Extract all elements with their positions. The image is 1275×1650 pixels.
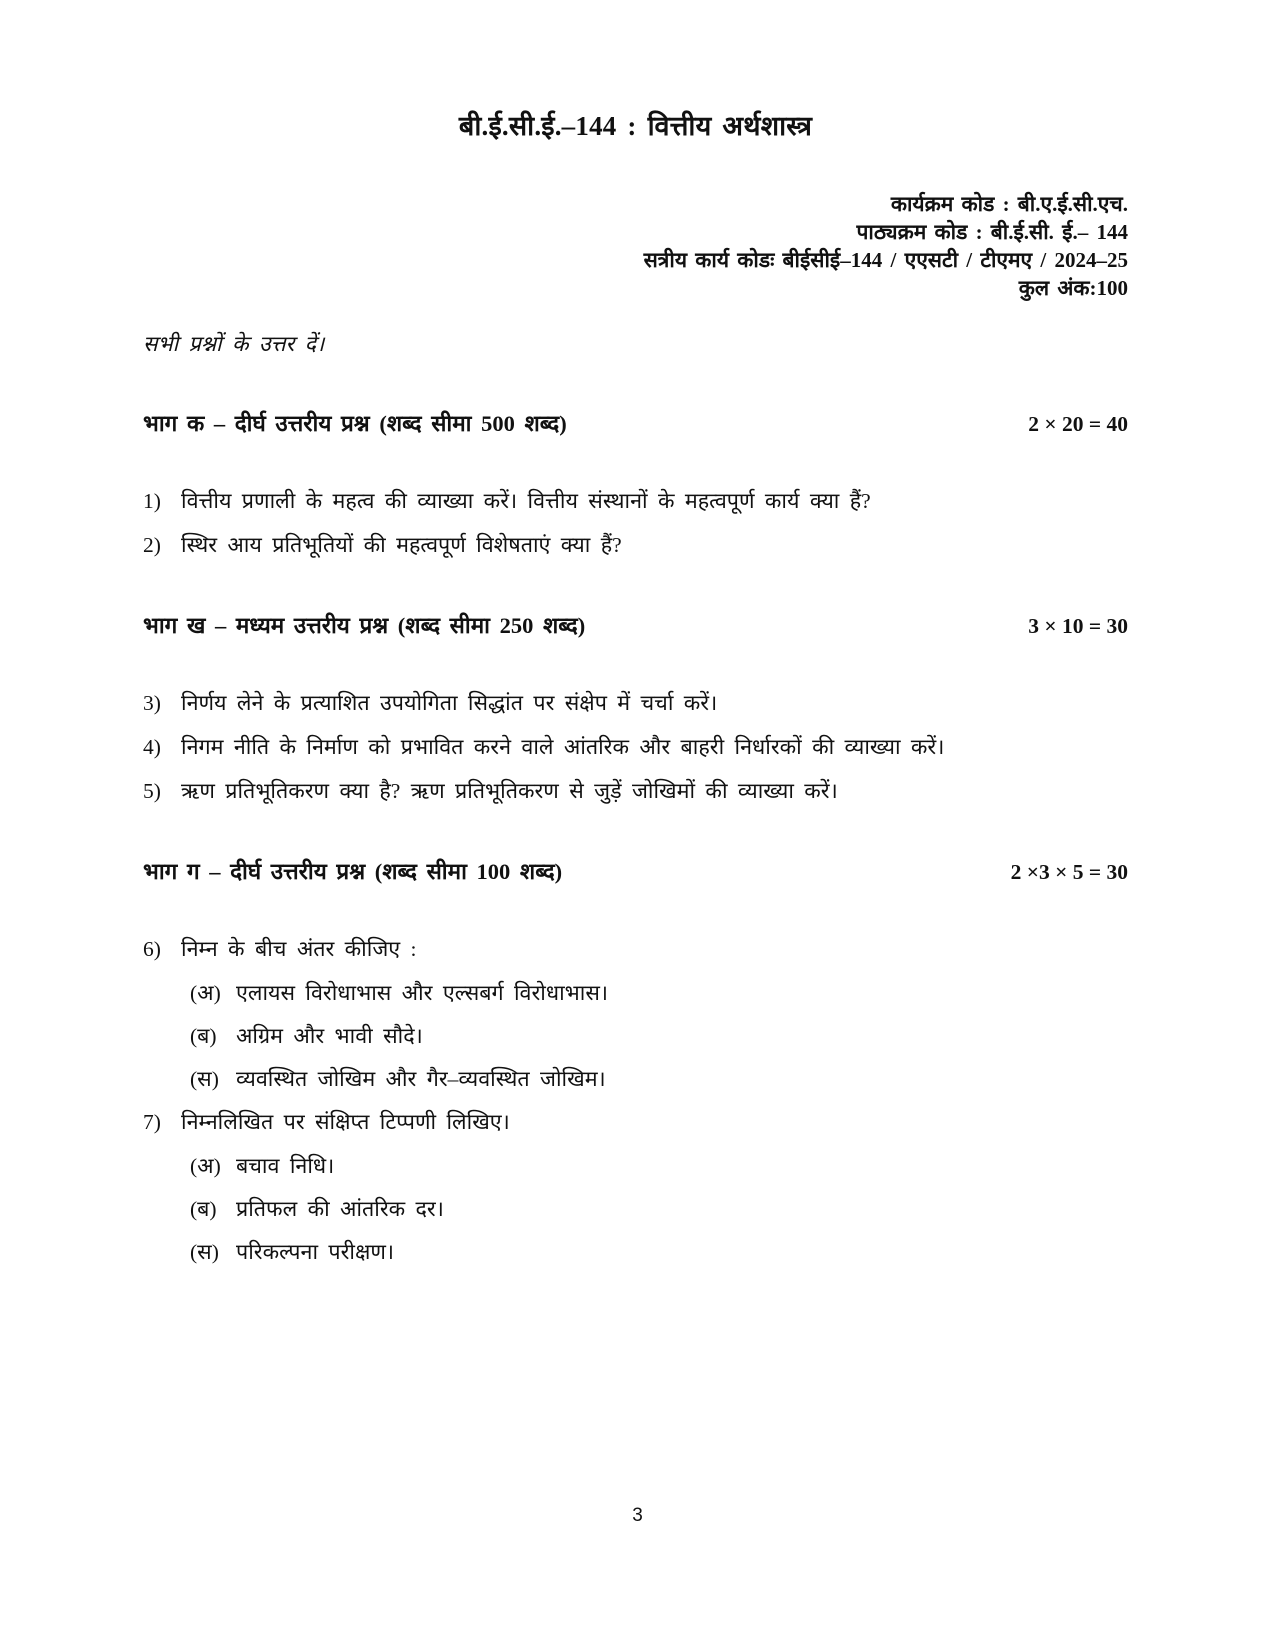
question-6-sub-c-label: (स) xyxy=(190,1067,219,1091)
question-7-text: निम्नलिखित पर संक्षिप्त टिप्पणी लिखिए। xyxy=(181,1110,510,1134)
question-2-text: स्थिर आय प्रतिभूतियों की महत्वपूर्ण विशेषताएं क्या हैं? xyxy=(181,533,622,557)
question-7-sub-b-text: प्रतिफल की आंतरिक दर। xyxy=(236,1197,444,1221)
question-7-sub-c-text: परिकल्पना परीक्षण। xyxy=(236,1240,395,1264)
section-a-heading xyxy=(143,407,1128,438)
section-b-marks: 3 × 10 = 30 xyxy=(1028,614,1128,638)
question-7-sub-c-label: (स) xyxy=(190,1240,219,1264)
question-6-number: 6) xyxy=(143,937,161,961)
instruction-line: सभी प्रश्नों के उत्तर दें। xyxy=(143,332,325,356)
page-number: 3 xyxy=(632,1505,643,1526)
question-1 xyxy=(143,487,1128,516)
question-4 xyxy=(143,733,1128,762)
question-6-text: निम्न के बीच अंतर कीजिए : xyxy=(181,937,417,961)
question-6-sub-b-text: अग्रिम और भावी सौदे। xyxy=(236,1024,423,1048)
assignment-code-line: सत्रीय कार्य कोडः बीईसीई–144 / एएसटी / टीएमए / 2024–25 xyxy=(643,248,1128,272)
question-7 xyxy=(143,1108,1128,1137)
question-7-sub-a-text: बचाव निधि। xyxy=(236,1154,335,1178)
question-3-text: निर्णय लेने के प्रत्याशित उपयोगिता सिद्धांत पर संक्षेप में चर्चा करें। xyxy=(181,691,718,715)
section-a-title: भाग क – दीर्घ उत्तरीय प्रश्न (शब्द सीमा 500 शब्द) xyxy=(143,411,567,436)
question-6-sub-a-label: (अ) xyxy=(190,981,221,1005)
question-1-text: वित्तीय प्रणाली के महत्व की व्याख्या करें। वित्तीय संस्थानों के महत्वपूर्ण कार्य क्या हैं? xyxy=(181,489,871,513)
question-6-sub-c xyxy=(190,1065,1128,1094)
question-3 xyxy=(143,689,1128,718)
question-6-sub-b-label: (ब) xyxy=(190,1024,217,1048)
question-7-sub-b xyxy=(190,1195,1128,1224)
question-6-sub-c-text: व्यवस्थित जोखिम और गैर–व्यवस्थित जोखिम। xyxy=(236,1067,606,1091)
section-c-marks: 2 ×3 × 5 = 30 xyxy=(1010,860,1128,884)
question-5-text: ऋण प्रतिभूतिकरण क्या है? ऋण प्रतिभूतिकरण से जुड़ें जोखिमों की व्याख्या करें। xyxy=(181,779,838,803)
question-7-sub-a xyxy=(190,1152,1128,1181)
question-6-sub-b xyxy=(190,1022,1128,1051)
question-7-sub-b-label: (ब) xyxy=(190,1197,217,1221)
question-6-sub-a-text: एलायस विरोधाभास और एल्सबर्ग विरोधाभास। xyxy=(236,981,609,1005)
question-1-number: 1) xyxy=(143,489,161,513)
question-5-number: 5) xyxy=(143,779,161,803)
page-title: बी.ई.सी.ई.–144 : वित्तीय अर्थशास्त्र xyxy=(458,111,813,141)
question-5 xyxy=(143,777,1128,806)
question-7-number: 7) xyxy=(143,1110,161,1134)
question-4-text: निगम नीति के निर्माण को प्रभावित करने वाले आंतरिक और बाहरी निर्धारकों की व्याख्या करें। xyxy=(181,735,945,759)
question-4-number: 4) xyxy=(143,735,161,759)
course-code-line: पाठ्यक्रम कोड : बी.ई.सी. ई.– 144 xyxy=(856,220,1128,244)
question-2 xyxy=(143,531,1128,560)
section-c-heading xyxy=(143,855,1128,886)
question-7-sub-c xyxy=(190,1238,1128,1267)
question-2-number: 2) xyxy=(143,533,161,557)
section-b-heading xyxy=(143,609,1128,640)
section-b-title: भाग ख – मध्यम उत्तरीय प्रश्न (शब्द सीमा 250 शब्द) xyxy=(143,613,586,638)
question-3-number: 3) xyxy=(143,691,161,715)
section-c-title: भाग ग – दीर्घ उत्तरीय प्रश्न (शब्द सीमा 100 शब्द) xyxy=(143,859,563,884)
question-6 xyxy=(143,935,1128,964)
question-6-sub-a xyxy=(190,979,1128,1008)
program-code-line: कार्यक्रम कोड : बी.ए.ई.सी.एच. xyxy=(890,192,1128,216)
total-marks-line: कुल अंक:100 xyxy=(1018,276,1128,300)
section-a-marks: 2 × 20 = 40 xyxy=(1028,412,1128,436)
question-7-sub-a-label: (अ) xyxy=(190,1154,221,1178)
header-codes-block xyxy=(143,190,1128,302)
